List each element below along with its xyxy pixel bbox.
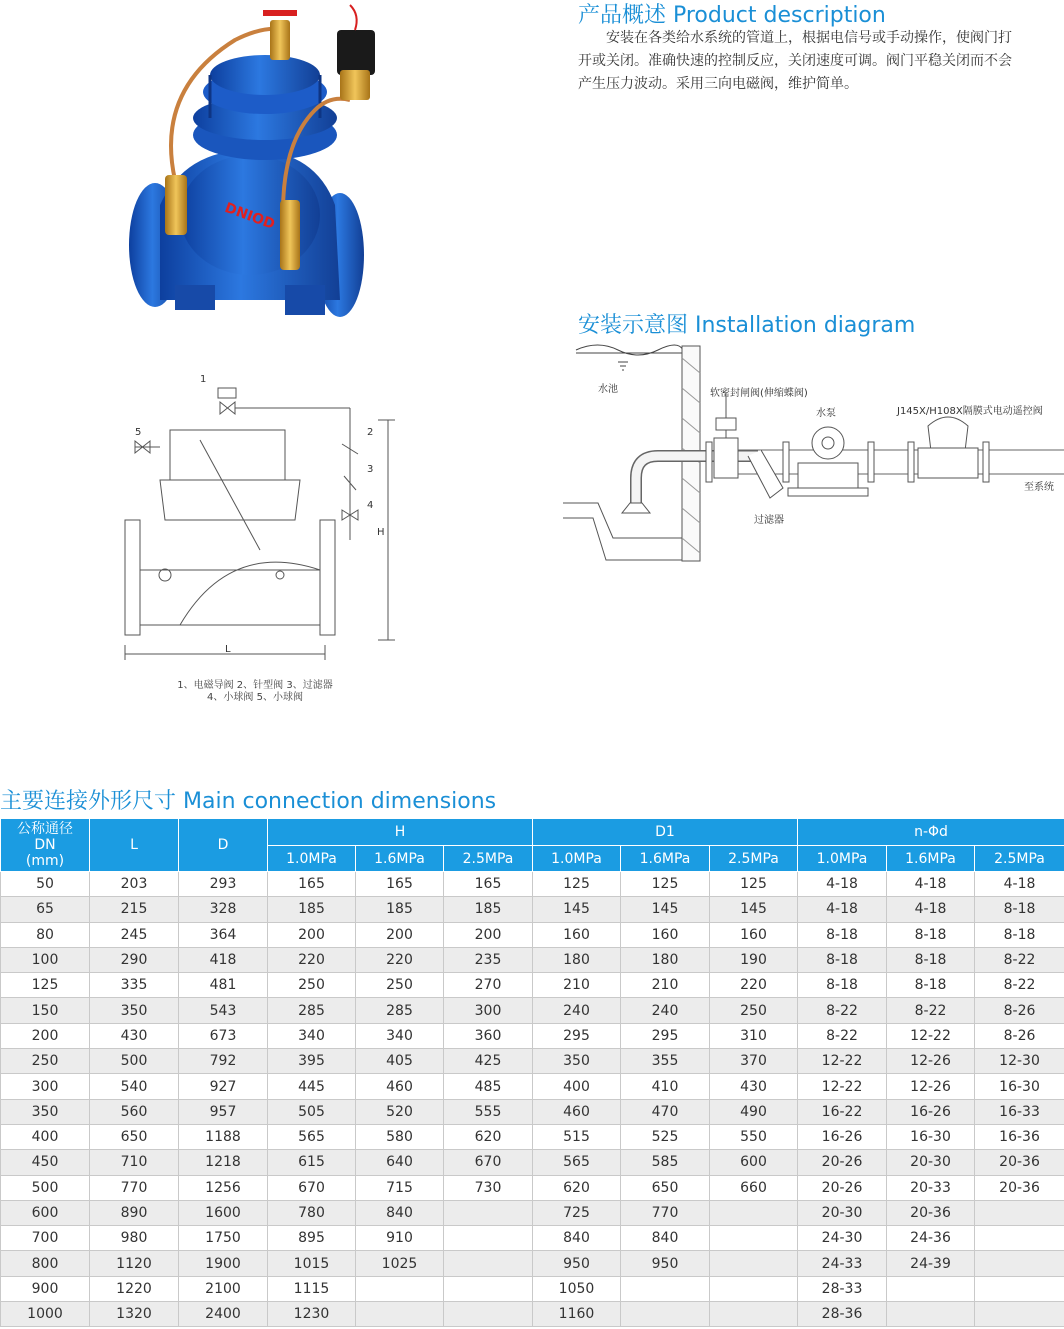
table-cell: 418: [179, 947, 268, 972]
table-cell: 670: [268, 1175, 356, 1200]
table-cell: 125: [621, 872, 710, 897]
header-pressure: 1.0MPa: [798, 846, 887, 872]
table-cell: 364: [179, 922, 268, 947]
table-cell: 370: [710, 1049, 798, 1074]
description-line: 产生压力波动。采用三向电磁阀，维护简单。: [578, 76, 858, 92]
table-cell: 125: [1, 973, 90, 998]
table-cell: 1000: [1, 1302, 90, 1327]
table-cell: 515: [533, 1124, 621, 1149]
table-cell: 16-26: [887, 1099, 975, 1124]
table-cell: [444, 1302, 533, 1327]
table-cell: [975, 1251, 1064, 1276]
table-cell: 328: [179, 897, 268, 922]
table-cell: 12-22: [887, 1023, 975, 1048]
table-row: [1, 1124, 1064, 1149]
table-cell: 1900: [179, 1251, 268, 1276]
table-cell: 200: [356, 922, 444, 947]
table-cell: [444, 1251, 533, 1276]
table-cell: 580: [356, 1124, 444, 1149]
table-cell: 910: [356, 1226, 444, 1251]
table-cell: 12-26: [887, 1074, 975, 1099]
label-pump: 水泵: [816, 408, 836, 419]
table-cell: 180: [533, 947, 621, 972]
table-cell: [444, 1276, 533, 1301]
table-cell: 1115: [268, 1276, 356, 1301]
table-cell: 160: [621, 922, 710, 947]
table-cell: 425: [444, 1049, 533, 1074]
header-pressure: 2.5MPa: [975, 846, 1064, 872]
table-cell: 715: [356, 1175, 444, 1200]
table-cell: 12-22: [798, 1074, 887, 1099]
table-cell: 215: [90, 897, 179, 922]
table-cell: 50: [1, 872, 90, 897]
table-cell: 400: [533, 1074, 621, 1099]
table-cell: 670: [444, 1150, 533, 1175]
table-row: [1, 973, 1064, 998]
installation-diagram: [558, 338, 1064, 568]
table-cell: 840: [533, 1226, 621, 1251]
table-cell: 180: [621, 947, 710, 972]
table-cell: 235: [444, 947, 533, 972]
header-pressure: 1.0MPa: [533, 846, 621, 872]
table-cell: 585: [621, 1150, 710, 1175]
table-cell: 20-33: [887, 1175, 975, 1200]
table-cell: 1218: [179, 1150, 268, 1175]
table-cell: 980: [90, 1226, 179, 1251]
table-cell: 565: [533, 1150, 621, 1175]
table-cell: 16-22: [798, 1099, 887, 1124]
table-cell: [710, 1226, 798, 1251]
table-cell: 24-33: [798, 1251, 887, 1276]
table-cell: 165: [444, 872, 533, 897]
table-cell: 550: [710, 1124, 798, 1149]
table-cell: 24-36: [887, 1226, 975, 1251]
table-cell: 525: [621, 1124, 710, 1149]
table-cell: 840: [356, 1200, 444, 1225]
table-cell: [975, 1226, 1064, 1251]
table-cell: 470: [621, 1099, 710, 1124]
table-cell: 927: [179, 1074, 268, 1099]
table-cell: 8-18: [798, 947, 887, 972]
table-cell: 555: [444, 1099, 533, 1124]
caption-line: 4、小球阀 5、小球阀: [207, 692, 303, 703]
table-cell: 620: [444, 1124, 533, 1149]
table-cell: 450: [1, 1150, 90, 1175]
table-cell: 20-30: [887, 1150, 975, 1175]
table-cell: 203: [90, 872, 179, 897]
table-cell: 28-33: [798, 1276, 887, 1301]
installation-diagram-title: 安装示意图 Installation diagram: [578, 313, 916, 338]
table-row: [1, 1200, 1064, 1225]
table-cell: 285: [356, 998, 444, 1023]
table-cell: 250: [268, 973, 356, 998]
table-row: [1, 1150, 1064, 1175]
label-filter: 过滤器: [754, 515, 784, 526]
header-pressure: 1.6MPa: [356, 846, 444, 872]
table-row: [1, 1074, 1064, 1099]
table-cell: 220: [356, 947, 444, 972]
table-cell: 650: [90, 1124, 179, 1149]
table-cell: 4-18: [887, 897, 975, 922]
table-cell: 16-30: [887, 1124, 975, 1149]
part-number-2: 2: [367, 427, 374, 438]
table-cell: 640: [356, 1150, 444, 1175]
table-cell: 1015: [268, 1251, 356, 1276]
header-dn-line: (mm): [25, 853, 65, 869]
table-row: [1, 1226, 1064, 1251]
table-cell: 24-39: [887, 1251, 975, 1276]
table-cell: [887, 1276, 975, 1301]
table-cell: 1256: [179, 1175, 268, 1200]
table-cell: 250: [356, 973, 444, 998]
table-cell: 12-22: [798, 1049, 887, 1074]
header-pressure: 1.6MPa: [887, 846, 975, 872]
table-cell: 730: [444, 1175, 533, 1200]
table-row: [1, 872, 1064, 897]
description-line: 安装在各类给水系统的管道上，根据电信号或手动操作，使阀门打: [578, 30, 1012, 46]
description-line: 开或关闭。准确快速的控制反应，关闭速度可调。阀门平稳关闭而不会: [578, 53, 1012, 69]
dimensions-title: 主要连接外形尺寸 Main connection dimensions: [0, 789, 497, 814]
part-number-4: 4: [367, 500, 374, 511]
table-cell: 400: [1, 1124, 90, 1149]
table-cell: 460: [533, 1099, 621, 1124]
table-cell: 900: [1, 1276, 90, 1301]
table-cell: 285: [268, 998, 356, 1023]
table-cell: 543: [179, 998, 268, 1023]
table-row: [1, 1175, 1064, 1200]
label-soft-seal-valve: 软密封闸阀(伸缩蝶阀): [710, 388, 808, 399]
table-cell: 8-22: [798, 1023, 887, 1048]
table-cell: 600: [710, 1150, 798, 1175]
table-cell: [444, 1226, 533, 1251]
table-cell: 1230: [268, 1302, 356, 1327]
table-cell: 160: [710, 922, 798, 947]
table-cell: 8-18: [887, 947, 975, 972]
table-cell: 290: [90, 947, 179, 972]
table-cell: 200: [1, 1023, 90, 1048]
table-cell: 520: [356, 1099, 444, 1124]
table-cell: 950: [621, 1251, 710, 1276]
table-cell: 700: [1, 1226, 90, 1251]
table-cell: 185: [356, 897, 444, 922]
table-cell: 780: [268, 1200, 356, 1225]
table-cell: 430: [90, 1023, 179, 1048]
table-cell: 1188: [179, 1124, 268, 1149]
table-row: [1, 947, 1064, 972]
table-cell: 8-18: [887, 973, 975, 998]
table-cell: 220: [710, 973, 798, 998]
header-dn: [1, 819, 90, 872]
table-cell: 210: [533, 973, 621, 998]
table-cell: 500: [90, 1049, 179, 1074]
table-cell: 335: [90, 973, 179, 998]
table-cell: [710, 1200, 798, 1225]
table-cell: 300: [444, 998, 533, 1023]
table-cell: 620: [533, 1175, 621, 1200]
table-cell: 24-30: [798, 1226, 887, 1251]
header-pressure: 2.5MPa: [444, 846, 533, 872]
table-cell: 485: [444, 1074, 533, 1099]
table-cell: 4-18: [975, 872, 1064, 897]
table-cell: 770: [90, 1175, 179, 1200]
header-nd: n-Φd: [798, 819, 1064, 846]
dimensions-table: [0, 818, 1064, 1327]
table-cell: 295: [533, 1023, 621, 1048]
table-cell: 710: [90, 1150, 179, 1175]
dimension-l-label: L: [225, 644, 231, 655]
table-cell: 770: [621, 1200, 710, 1225]
valve-logo: DNIOD: [222, 200, 277, 233]
table-cell: 20-26: [798, 1150, 887, 1175]
table-cell: 340: [356, 1023, 444, 1048]
table-cell: [621, 1302, 710, 1327]
table-cell: 4-18: [798, 897, 887, 922]
table-cell: 8-22: [975, 947, 1064, 972]
table-cell: [356, 1276, 444, 1301]
table-cell: [621, 1276, 710, 1301]
table-cell: 145: [621, 897, 710, 922]
table-cell: 355: [621, 1049, 710, 1074]
table-cell: 185: [268, 897, 356, 922]
table-cell: 4-18: [887, 872, 975, 897]
header-dn-line: 公称通径: [17, 821, 73, 837]
table-cell: 190: [710, 947, 798, 972]
table-cell: 20-26: [798, 1175, 887, 1200]
table-cell: 4-18: [798, 872, 887, 897]
table-cell: 840: [621, 1226, 710, 1251]
table-cell: 660: [710, 1175, 798, 1200]
table-cell: 895: [268, 1226, 356, 1251]
table-cell: 430: [710, 1074, 798, 1099]
table-cell: 8-22: [887, 998, 975, 1023]
table-cell: 540: [90, 1074, 179, 1099]
schematic-caption: [140, 680, 370, 704]
table-cell: 1120: [90, 1251, 179, 1276]
table-cell: [710, 1276, 798, 1301]
table-cell: 8-18: [798, 973, 887, 998]
table-cell: 145: [710, 897, 798, 922]
table-cell: 125: [533, 872, 621, 897]
table-cell: 395: [268, 1049, 356, 1074]
table-cell: 725: [533, 1200, 621, 1225]
table-cell: 16-26: [798, 1124, 887, 1149]
table-cell: 293: [179, 872, 268, 897]
table-cell: 20-36: [975, 1150, 1064, 1175]
table-cell: 800: [1, 1251, 90, 1276]
table-row: [1, 922, 1064, 947]
table-cell: [710, 1302, 798, 1327]
table-row: [1, 1099, 1064, 1124]
part-number-1: 1: [200, 374, 207, 385]
table-cell: 165: [356, 872, 444, 897]
table-cell: 600: [1, 1200, 90, 1225]
table-cell: [975, 1200, 1064, 1225]
table-cell: 250: [710, 998, 798, 1023]
table-cell: 565: [268, 1124, 356, 1149]
table-cell: 240: [621, 998, 710, 1023]
header-d1: D1: [533, 819, 798, 846]
table-cell: 300: [1, 1074, 90, 1099]
table-cell: 210: [621, 973, 710, 998]
table-cell: 20-30: [798, 1200, 887, 1225]
product-description-title: 产品概述 Product description: [578, 3, 886, 28]
table-cell: 650: [621, 1175, 710, 1200]
table-cell: 1600: [179, 1200, 268, 1225]
product-description-text: [578, 27, 1064, 96]
table-cell: 957: [179, 1099, 268, 1124]
header-pressure: 1.0MPa: [268, 846, 356, 872]
table-cell: 16-33: [975, 1099, 1064, 1124]
table-cell: 8-26: [975, 1023, 1064, 1048]
table-cell: 220: [268, 947, 356, 972]
table-cell: 950: [533, 1251, 621, 1276]
header-h: H: [268, 819, 533, 846]
table-cell: 28-36: [798, 1302, 887, 1327]
table-cell: 200: [268, 922, 356, 947]
table-cell: 145: [533, 897, 621, 922]
table-cell: 8-26: [975, 998, 1064, 1023]
table-cell: [887, 1302, 975, 1327]
header-pressure: 1.6MPa: [621, 846, 710, 872]
header-pressure: 2.5MPa: [710, 846, 798, 872]
table-row: [1, 897, 1064, 922]
table-cell: 165: [268, 872, 356, 897]
table-cell: [710, 1251, 798, 1276]
table-cell: 20-36: [975, 1175, 1064, 1200]
table-cell: 350: [1, 1099, 90, 1124]
table-cell: 673: [179, 1023, 268, 1048]
table-cell: 125: [710, 872, 798, 897]
table-cell: 80: [1, 922, 90, 947]
table-cell: 560: [90, 1099, 179, 1124]
label-pool: 水池: [598, 384, 618, 395]
table-cell: 250: [1, 1049, 90, 1074]
header-dn-line: DN: [34, 837, 56, 853]
table-cell: 240: [533, 998, 621, 1023]
table-row: [1, 1251, 1064, 1276]
dimensions-table-body: [1, 872, 1064, 1327]
table-cell: [444, 1200, 533, 1225]
table-cell: [975, 1276, 1064, 1301]
label-to-system: 至系统: [1024, 482, 1054, 493]
table-cell: 270: [444, 973, 533, 998]
table-cell: 490: [710, 1099, 798, 1124]
part-number-3: 3: [367, 464, 374, 475]
table-cell: 615: [268, 1150, 356, 1175]
table-cell: 1220: [90, 1276, 179, 1301]
table-cell: 1050: [533, 1276, 621, 1301]
valve-product-image: [115, 0, 375, 340]
table-cell: 65: [1, 897, 90, 922]
table-cell: 2100: [179, 1276, 268, 1301]
table-cell: 245: [90, 922, 179, 947]
table-cell: 8-22: [975, 973, 1064, 998]
table-cell: 460: [356, 1074, 444, 1099]
table-cell: 160: [533, 922, 621, 947]
table-cell: 100: [1, 947, 90, 972]
table-cell: 295: [621, 1023, 710, 1048]
table-cell: [356, 1302, 444, 1327]
table-cell: 12-26: [887, 1049, 975, 1074]
valve-schematic-drawing: [120, 370, 400, 665]
table-row: [1, 1049, 1064, 1074]
table-row: [1, 1276, 1064, 1301]
table-cell: 360: [444, 1023, 533, 1048]
table-cell: 1160: [533, 1302, 621, 1327]
table-cell: 505: [268, 1099, 356, 1124]
header-l: L: [90, 819, 179, 872]
table-cell: 8-22: [798, 998, 887, 1023]
table-cell: 340: [268, 1023, 356, 1048]
table-cell: 405: [356, 1049, 444, 1074]
label-control-valve: J145X/H108X隔膜式电动遥控阀: [897, 406, 1043, 417]
table-cell: 310: [710, 1023, 798, 1048]
table-cell: 792: [179, 1049, 268, 1074]
table-cell: 8-18: [975, 922, 1064, 947]
part-number-5: 5: [135, 427, 142, 438]
table-cell: 200: [444, 922, 533, 947]
table-row: [1, 998, 1064, 1023]
table-cell: 1025: [356, 1251, 444, 1276]
table-cell: 185: [444, 897, 533, 922]
table-cell: 1320: [90, 1302, 179, 1327]
caption-line: 1、电磁导阀 2、针型阀 3、过滤器: [177, 680, 333, 691]
table-cell: 8-18: [798, 922, 887, 947]
table-cell: 445: [268, 1074, 356, 1099]
table-cell: 481: [179, 973, 268, 998]
table-cell: 150: [1, 998, 90, 1023]
table-cell: 350: [90, 998, 179, 1023]
header-d: D: [179, 819, 268, 872]
table-cell: [975, 1302, 1064, 1327]
table-cell: 410: [621, 1074, 710, 1099]
table-cell: 16-30: [975, 1074, 1064, 1099]
table-cell: 500: [1, 1175, 90, 1200]
table-row: [1, 1023, 1064, 1048]
table-cell: 1750: [179, 1226, 268, 1251]
table-row: [1, 1302, 1064, 1327]
table-cell: 12-30: [975, 1049, 1064, 1074]
table-cell: 350: [533, 1049, 621, 1074]
table-cell: 20-36: [887, 1200, 975, 1225]
dimension-h-label: H: [377, 527, 385, 538]
table-cell: 2400: [179, 1302, 268, 1327]
table-cell: 8-18: [887, 922, 975, 947]
table-cell: 16-36: [975, 1124, 1064, 1149]
table-cell: 8-18: [975, 897, 1064, 922]
table-cell: 890: [90, 1200, 179, 1225]
